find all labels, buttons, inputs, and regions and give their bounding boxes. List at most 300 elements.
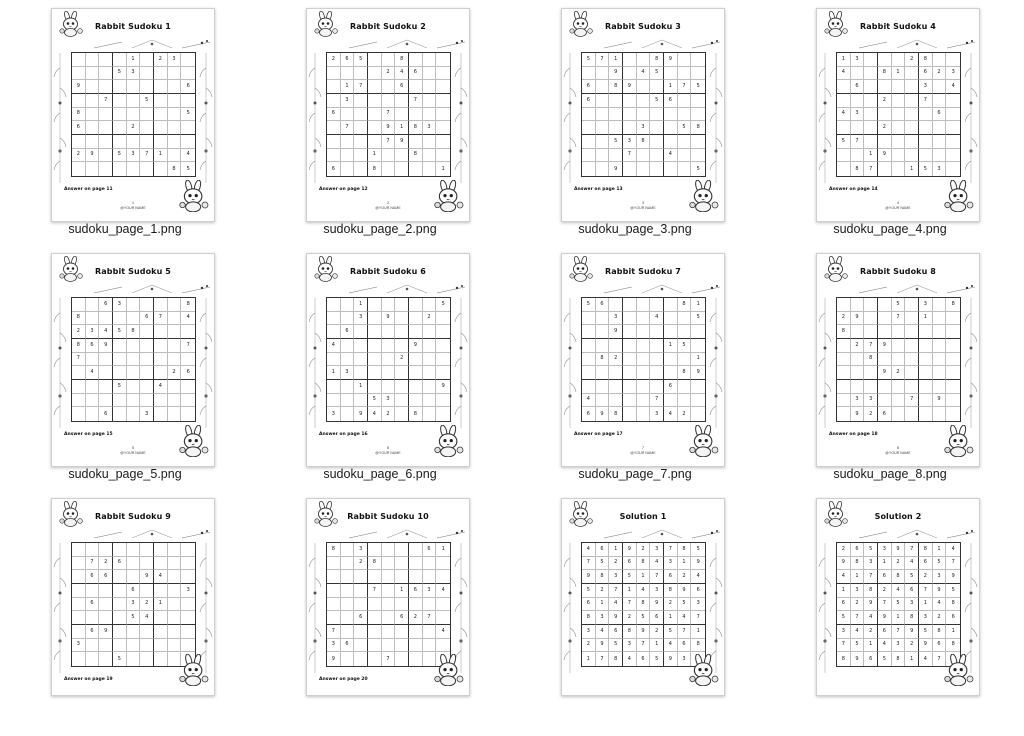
sudoku-cell xyxy=(596,94,610,108)
sudoku-cell: 5 xyxy=(186,165,190,172)
sudoku-cell xyxy=(864,80,878,94)
bunny-basket-icon xyxy=(430,180,468,213)
sudoku-cell xyxy=(609,380,623,394)
sudoku-cell xyxy=(127,135,141,149)
sudoku-cell xyxy=(382,80,396,94)
sudoku-cell: 8 xyxy=(596,570,610,584)
sudoku-cell: 7 xyxy=(864,339,878,353)
sudoku-cell xyxy=(637,407,651,421)
sudoku-cell: 2 xyxy=(905,53,919,67)
sudoku-cell xyxy=(86,298,100,312)
sudoku-cell xyxy=(127,639,141,653)
sudoku-cell: 7 xyxy=(864,570,878,584)
sudoku-cell: 4 xyxy=(664,149,678,163)
sudoku-cell xyxy=(637,312,651,326)
sudoku-cell: 6 xyxy=(637,652,651,666)
sudoku-cell xyxy=(837,353,851,367)
puzzle-title: Rabbit Sudoku 4 xyxy=(860,22,936,31)
sudoku-cell: 7 xyxy=(327,625,341,639)
file-tile[interactable] xyxy=(260,245,500,491)
sudoku-cell: 6 xyxy=(582,407,596,421)
sudoku-cell xyxy=(582,108,596,122)
sudoku-cell: 3 xyxy=(919,298,933,312)
bunny-basket-icon xyxy=(430,654,468,687)
sudoku-cell: 6 xyxy=(327,108,341,122)
sudoku-cell xyxy=(423,135,437,149)
sudoku-cell xyxy=(341,625,355,639)
sudoku-cell xyxy=(905,312,919,326)
file-tile[interactable] xyxy=(5,490,245,736)
sudoku-cell xyxy=(86,380,100,394)
sudoku-cell xyxy=(99,639,113,653)
file-name-label[interactable]: sudoku_page_3.png xyxy=(578,222,692,236)
sudoku-cell: 7 xyxy=(423,611,437,625)
file-tile[interactable] xyxy=(260,0,500,246)
file-name-label[interactable]: sudoku_page_7.png xyxy=(578,467,692,481)
sudoku-cell: 3 xyxy=(327,407,341,421)
sudoku-cell xyxy=(933,298,947,312)
sudoku-cell xyxy=(72,366,86,380)
sudoku-cell: 8 xyxy=(72,312,86,326)
sudoku-cell xyxy=(72,611,86,625)
sudoku-cell: 4 xyxy=(933,598,947,612)
sudoku-cell xyxy=(678,149,692,163)
sudoku-cell xyxy=(140,366,154,380)
sudoku-cell xyxy=(382,162,396,176)
sudoku-cell xyxy=(181,325,195,339)
file-tile[interactable] xyxy=(5,245,245,491)
sudoku-cell xyxy=(140,353,154,367)
sudoku-cell: 1 xyxy=(327,366,341,380)
sudoku-cell: 7 xyxy=(878,598,892,612)
sudoku-cell xyxy=(327,353,341,367)
sudoku-grid xyxy=(71,297,196,422)
sudoku-cell: 6 xyxy=(341,53,355,67)
sudoku-cell: 7 xyxy=(140,149,154,163)
sudoku-cell xyxy=(168,557,182,571)
sudoku-cell xyxy=(946,121,960,135)
sudoku-cell: 8 xyxy=(168,162,182,176)
vine-right-icon xyxy=(199,53,213,183)
sudoku-cell: 7 xyxy=(678,80,692,94)
sudoku-cell xyxy=(354,149,368,163)
sudoku-cell: 3 xyxy=(354,543,368,557)
sudoku-cell: 4 xyxy=(892,584,906,598)
sudoku-cell xyxy=(140,135,154,149)
sudoku-cell: 4 xyxy=(327,339,341,353)
sudoku-cell: 5 xyxy=(678,598,692,612)
sudoku-cell xyxy=(933,149,947,163)
sudoku-cell xyxy=(113,162,127,176)
sudoku-cell: 9 xyxy=(650,598,664,612)
sudoku-cell: 3 xyxy=(851,584,865,598)
sudoku-cell: 5 xyxy=(582,584,596,598)
sudoku-cell: 8 xyxy=(368,162,382,176)
sudoku-cell xyxy=(168,108,182,122)
sudoku-cell: 9 xyxy=(582,570,596,584)
sudoku-cell: 8 xyxy=(72,108,86,122)
sudoku-cell: 2 xyxy=(933,611,947,625)
sudoku-cell xyxy=(382,325,396,339)
sudoku-cell: 4 xyxy=(637,584,651,598)
sudoku-cell xyxy=(154,353,168,367)
sudoku-cell xyxy=(637,380,651,394)
sudoku-cell: 7 xyxy=(946,557,960,571)
sudoku-cell xyxy=(113,80,127,94)
sudoku-cell: 9 xyxy=(851,407,865,421)
sudoku-cell xyxy=(623,94,637,108)
sudoku-cell xyxy=(181,407,195,421)
sudoku-cell: 9 xyxy=(596,407,610,421)
sudoku-cell xyxy=(423,94,437,108)
sudoku-cell xyxy=(168,339,182,353)
file-tile[interactable] xyxy=(515,245,755,491)
sudoku-cell xyxy=(650,108,664,122)
sudoku-cell: 8 xyxy=(664,584,678,598)
sudoku-cell: 3 xyxy=(650,407,664,421)
sudoku-cell: 9 xyxy=(140,570,154,584)
sudoku-cell: 1 xyxy=(691,625,705,639)
sudoku-cell xyxy=(650,353,664,367)
vine-right-icon xyxy=(709,53,723,183)
sudoku-cell xyxy=(409,366,423,380)
sudoku-cell xyxy=(905,108,919,122)
sudoku-cell: 6 xyxy=(650,611,664,625)
sudoku-cell xyxy=(596,312,610,326)
sudoku-cell: 1 xyxy=(441,165,445,172)
sudoku-cell xyxy=(423,639,437,653)
sudoku-cell: 4 xyxy=(664,639,678,653)
sudoku-cell xyxy=(140,67,154,81)
sudoku-cell: 3 xyxy=(596,611,610,625)
sudoku-cell xyxy=(691,325,705,339)
file-name-label[interactable]: sudoku_page_4.png xyxy=(833,222,947,236)
sudoku-cell: 9 xyxy=(905,625,919,639)
sudoku-cell: 6 xyxy=(664,380,678,394)
sudoku-cell xyxy=(596,366,610,380)
sudoku-cell: 5 xyxy=(678,121,692,135)
sudoku-cell: 2 xyxy=(650,625,664,639)
file-name-label[interactable]: sudoku_page_1.png xyxy=(68,222,182,236)
sudoku-cell xyxy=(933,94,947,108)
sudoku-cell: 8 xyxy=(837,325,851,339)
sudoku-cell: 5 xyxy=(650,94,664,108)
sudoku-cell: 3 xyxy=(892,639,906,653)
sudoku-cell xyxy=(892,53,906,67)
sudoku-cell xyxy=(341,162,355,176)
sudoku-cell xyxy=(168,135,182,149)
sudoku-cell xyxy=(650,135,664,149)
sudoku-cell: 7 xyxy=(354,80,368,94)
sudoku-cell xyxy=(409,570,423,584)
sudoku-cell: 8 xyxy=(637,135,651,149)
sudoku-cell xyxy=(140,380,154,394)
sudoku-cell xyxy=(933,53,947,67)
sudoku-cell xyxy=(946,94,960,108)
sudoku-cell: 7 xyxy=(892,625,906,639)
sudoku-cell: 9 xyxy=(609,611,623,625)
sudoku-cell xyxy=(892,80,906,94)
sudoku-cell xyxy=(368,121,382,135)
sudoku-cell: 1 xyxy=(678,557,692,571)
sudoku-cell xyxy=(99,598,113,612)
sudoku-cell xyxy=(72,94,86,108)
sudoku-cell: 9 xyxy=(892,543,906,557)
sudoku-grid xyxy=(326,297,451,422)
sudoku-cell xyxy=(650,366,664,380)
sudoku-cell: 3 xyxy=(623,135,637,149)
sudoku-cell: 7 xyxy=(86,557,100,571)
sudoku-cell xyxy=(395,94,409,108)
sudoku-cell xyxy=(691,53,705,67)
sudoku-cell: 4 xyxy=(140,611,154,625)
sudoku-cell: 3 xyxy=(113,298,127,312)
sudoku-cell xyxy=(851,325,865,339)
sudoku-cell xyxy=(113,366,127,380)
sudoku-cell: 2 xyxy=(878,584,892,598)
sudoku-cell xyxy=(327,80,341,94)
sudoku-cell xyxy=(113,121,127,135)
sudoku-cell xyxy=(409,135,423,149)
sudoku-cell xyxy=(436,312,450,326)
sudoku-cell xyxy=(837,380,851,394)
sudoku-cell: 5 xyxy=(113,325,127,339)
sudoku-cell: 1 xyxy=(395,121,409,135)
sudoku-cell xyxy=(892,162,906,176)
sudoku-cell: 9 xyxy=(878,339,892,353)
sudoku-cell xyxy=(946,149,960,163)
sudoku-grid xyxy=(581,52,706,177)
sudoku-cell xyxy=(181,557,195,571)
sudoku-cell: 2 xyxy=(837,312,851,326)
flower-border-icon xyxy=(602,283,722,295)
sudoku-cell: 4 xyxy=(878,639,892,653)
sudoku-cell xyxy=(878,394,892,408)
sudoku-cell xyxy=(354,67,368,81)
sudoku-cell xyxy=(181,353,195,367)
sudoku-cell: 1 xyxy=(664,611,678,625)
sudoku-cell: 5 xyxy=(892,298,906,312)
sudoku-cell xyxy=(395,108,409,122)
sudoku-cell: 8 xyxy=(946,298,960,312)
sudoku-cell xyxy=(354,339,368,353)
file-tile[interactable] xyxy=(515,490,755,736)
answer-reference: Answer on page 13 xyxy=(574,187,623,192)
sudoku-cell xyxy=(678,325,692,339)
sudoku-cell: 1 xyxy=(436,543,450,557)
sudoku-cell xyxy=(637,149,651,163)
sudoku-cell: 8 xyxy=(837,652,851,666)
file-tile[interactable] xyxy=(770,0,1010,246)
sudoku-cell: 4 xyxy=(837,67,851,81)
answer-reference: Answer on page 12 xyxy=(319,187,368,192)
sudoku-cell: 5 xyxy=(691,312,705,326)
sudoku-cell xyxy=(127,570,141,584)
vine-right-icon xyxy=(454,53,468,183)
sudoku-cell: 8 xyxy=(678,298,692,312)
file-name-label[interactable]: sudoku_page_2.png xyxy=(323,222,437,236)
sudoku-cell xyxy=(140,639,154,653)
sudoku-cell xyxy=(691,94,705,108)
sudoku-cell: 3 xyxy=(127,67,141,81)
sudoku-cell: 1 xyxy=(395,584,409,598)
sudoku-cell xyxy=(436,67,450,81)
sudoku-cell: 4 xyxy=(582,543,596,557)
sudoku-cell xyxy=(892,149,906,163)
sudoku-cell xyxy=(181,543,195,557)
thumbnail-preview xyxy=(51,8,215,222)
author-credit: @YOUR NAME xyxy=(630,206,656,210)
sudoku-cell xyxy=(637,394,651,408)
sudoku-cell: 7 xyxy=(382,652,396,666)
sudoku-cell xyxy=(892,94,906,108)
sudoku-cell: 7 xyxy=(678,625,692,639)
sudoku-cell: 7 xyxy=(851,611,865,625)
sudoku-cell: 7 xyxy=(892,312,906,326)
sudoku-cell xyxy=(368,80,382,94)
sudoku-cell: 5 xyxy=(596,557,610,571)
sudoku-cell xyxy=(933,380,947,394)
sudoku-cell xyxy=(72,67,86,81)
thumbnail-preview xyxy=(816,8,980,222)
sudoku-cell xyxy=(423,570,437,584)
sudoku-cell xyxy=(368,108,382,122)
sudoku-cell xyxy=(127,557,141,571)
sudoku-cell xyxy=(609,94,623,108)
file-tile[interactable] xyxy=(770,490,1010,736)
sudoku-cell xyxy=(409,380,423,394)
sudoku-cell xyxy=(905,149,919,163)
sudoku-cell xyxy=(341,598,355,612)
file-tile[interactable] xyxy=(260,490,500,736)
sudoku-cell xyxy=(933,135,947,149)
sudoku-cell xyxy=(368,380,382,394)
sudoku-cell xyxy=(919,121,933,135)
sudoku-cell: 2 xyxy=(596,584,610,598)
sudoku-cell: 8 xyxy=(878,67,892,81)
vine-left-icon xyxy=(53,543,67,673)
sudoku-cell: 6 xyxy=(127,584,141,598)
sudoku-cell xyxy=(423,366,437,380)
sudoku-cell: 4 xyxy=(181,312,195,326)
page-number: 4 xyxy=(897,201,899,205)
file-name-label[interactable]: sudoku_page_5.png xyxy=(68,467,182,481)
sudoku-cell xyxy=(154,298,168,312)
sudoku-cell: 6 xyxy=(99,298,113,312)
author-credit: @YOUR NAME xyxy=(885,206,911,210)
sudoku-cell xyxy=(436,53,450,67)
sudoku-cell xyxy=(596,339,610,353)
sudoku-cell: 8 xyxy=(946,639,960,653)
sudoku-cell xyxy=(368,135,382,149)
sudoku-cell xyxy=(181,625,195,639)
sudoku-cell xyxy=(327,94,341,108)
sudoku-cell xyxy=(596,149,610,163)
sudoku-cell xyxy=(864,312,878,326)
sudoku-cell: 4 xyxy=(368,407,382,421)
sudoku-cell xyxy=(327,67,341,81)
bunny-basket-icon xyxy=(430,425,468,458)
sudoku-cell xyxy=(181,394,195,408)
sudoku-cell: 6 xyxy=(878,625,892,639)
sudoku-cell: 4 xyxy=(851,625,865,639)
file-name-label[interactable]: sudoku_page_6.png xyxy=(323,467,437,481)
sudoku-cell xyxy=(905,366,919,380)
sudoku-cell xyxy=(409,639,423,653)
sudoku-cell xyxy=(368,570,382,584)
sudoku-cell xyxy=(72,394,86,408)
sudoku-cell: 5 xyxy=(140,94,154,108)
sudoku-cell: 9 xyxy=(878,366,892,380)
sudoku-cell xyxy=(851,67,865,81)
file-name-label[interactable]: sudoku_page_8.png xyxy=(833,467,947,481)
sudoku-cell: 5 xyxy=(933,557,947,571)
sudoku-cell xyxy=(946,366,960,380)
sudoku-cell xyxy=(691,149,705,163)
sudoku-cell xyxy=(181,611,195,625)
sudoku-cell: 3 xyxy=(905,598,919,612)
sudoku-cell xyxy=(341,135,355,149)
sudoku-cell xyxy=(382,149,396,163)
sudoku-cell: 6 xyxy=(409,67,423,81)
sudoku-cell: 2 xyxy=(127,121,141,135)
sudoku-cell: 1 xyxy=(851,570,865,584)
sudoku-cell: 2 xyxy=(423,312,437,326)
sudoku-cell xyxy=(86,353,100,367)
sudoku-cell xyxy=(423,80,437,94)
sudoku-cell xyxy=(168,325,182,339)
sudoku-cell: 5 xyxy=(878,652,892,666)
sudoku-cell xyxy=(650,339,664,353)
sudoku-cell xyxy=(395,162,409,176)
sudoku-cell xyxy=(596,162,610,176)
sudoku-cell xyxy=(837,80,851,94)
sudoku-cell xyxy=(341,380,355,394)
sudoku-cell xyxy=(664,121,678,135)
sudoku-cell: 1 xyxy=(341,80,355,94)
sudoku-cell: 5 xyxy=(354,53,368,67)
sudoku-cell xyxy=(72,135,86,149)
sudoku-cell: 8 xyxy=(919,53,933,67)
sudoku-cell xyxy=(99,312,113,326)
sudoku-cell xyxy=(327,584,341,598)
sudoku-cell: 5 xyxy=(582,298,596,312)
sudoku-cell: 8 xyxy=(127,325,141,339)
sudoku-cell xyxy=(650,149,664,163)
sudoku-cell: 7 xyxy=(864,162,878,176)
file-tile[interactable] xyxy=(5,0,245,246)
sudoku-cell xyxy=(72,584,86,598)
sudoku-cell xyxy=(127,339,141,353)
sudoku-cell: 8 xyxy=(650,53,664,67)
sudoku-cell xyxy=(168,584,182,598)
file-tile[interactable] xyxy=(515,0,755,246)
sudoku-cell xyxy=(154,135,168,149)
sudoku-cell: 4 xyxy=(99,325,113,339)
sudoku-cell: 7 xyxy=(596,53,610,67)
sudoku-cell: 6 xyxy=(86,625,100,639)
sudoku-cell: 6 xyxy=(86,598,100,612)
sudoku-cell xyxy=(596,394,610,408)
sudoku-cell: 3 xyxy=(623,639,637,653)
file-tile[interactable] xyxy=(770,245,1010,491)
sudoku-cell: 9 xyxy=(864,598,878,612)
sudoku-cell xyxy=(127,380,141,394)
sudoku-cell xyxy=(72,625,86,639)
sudoku-cell xyxy=(409,162,423,176)
sudoku-grid xyxy=(326,52,451,177)
sudoku-cell xyxy=(423,598,437,612)
